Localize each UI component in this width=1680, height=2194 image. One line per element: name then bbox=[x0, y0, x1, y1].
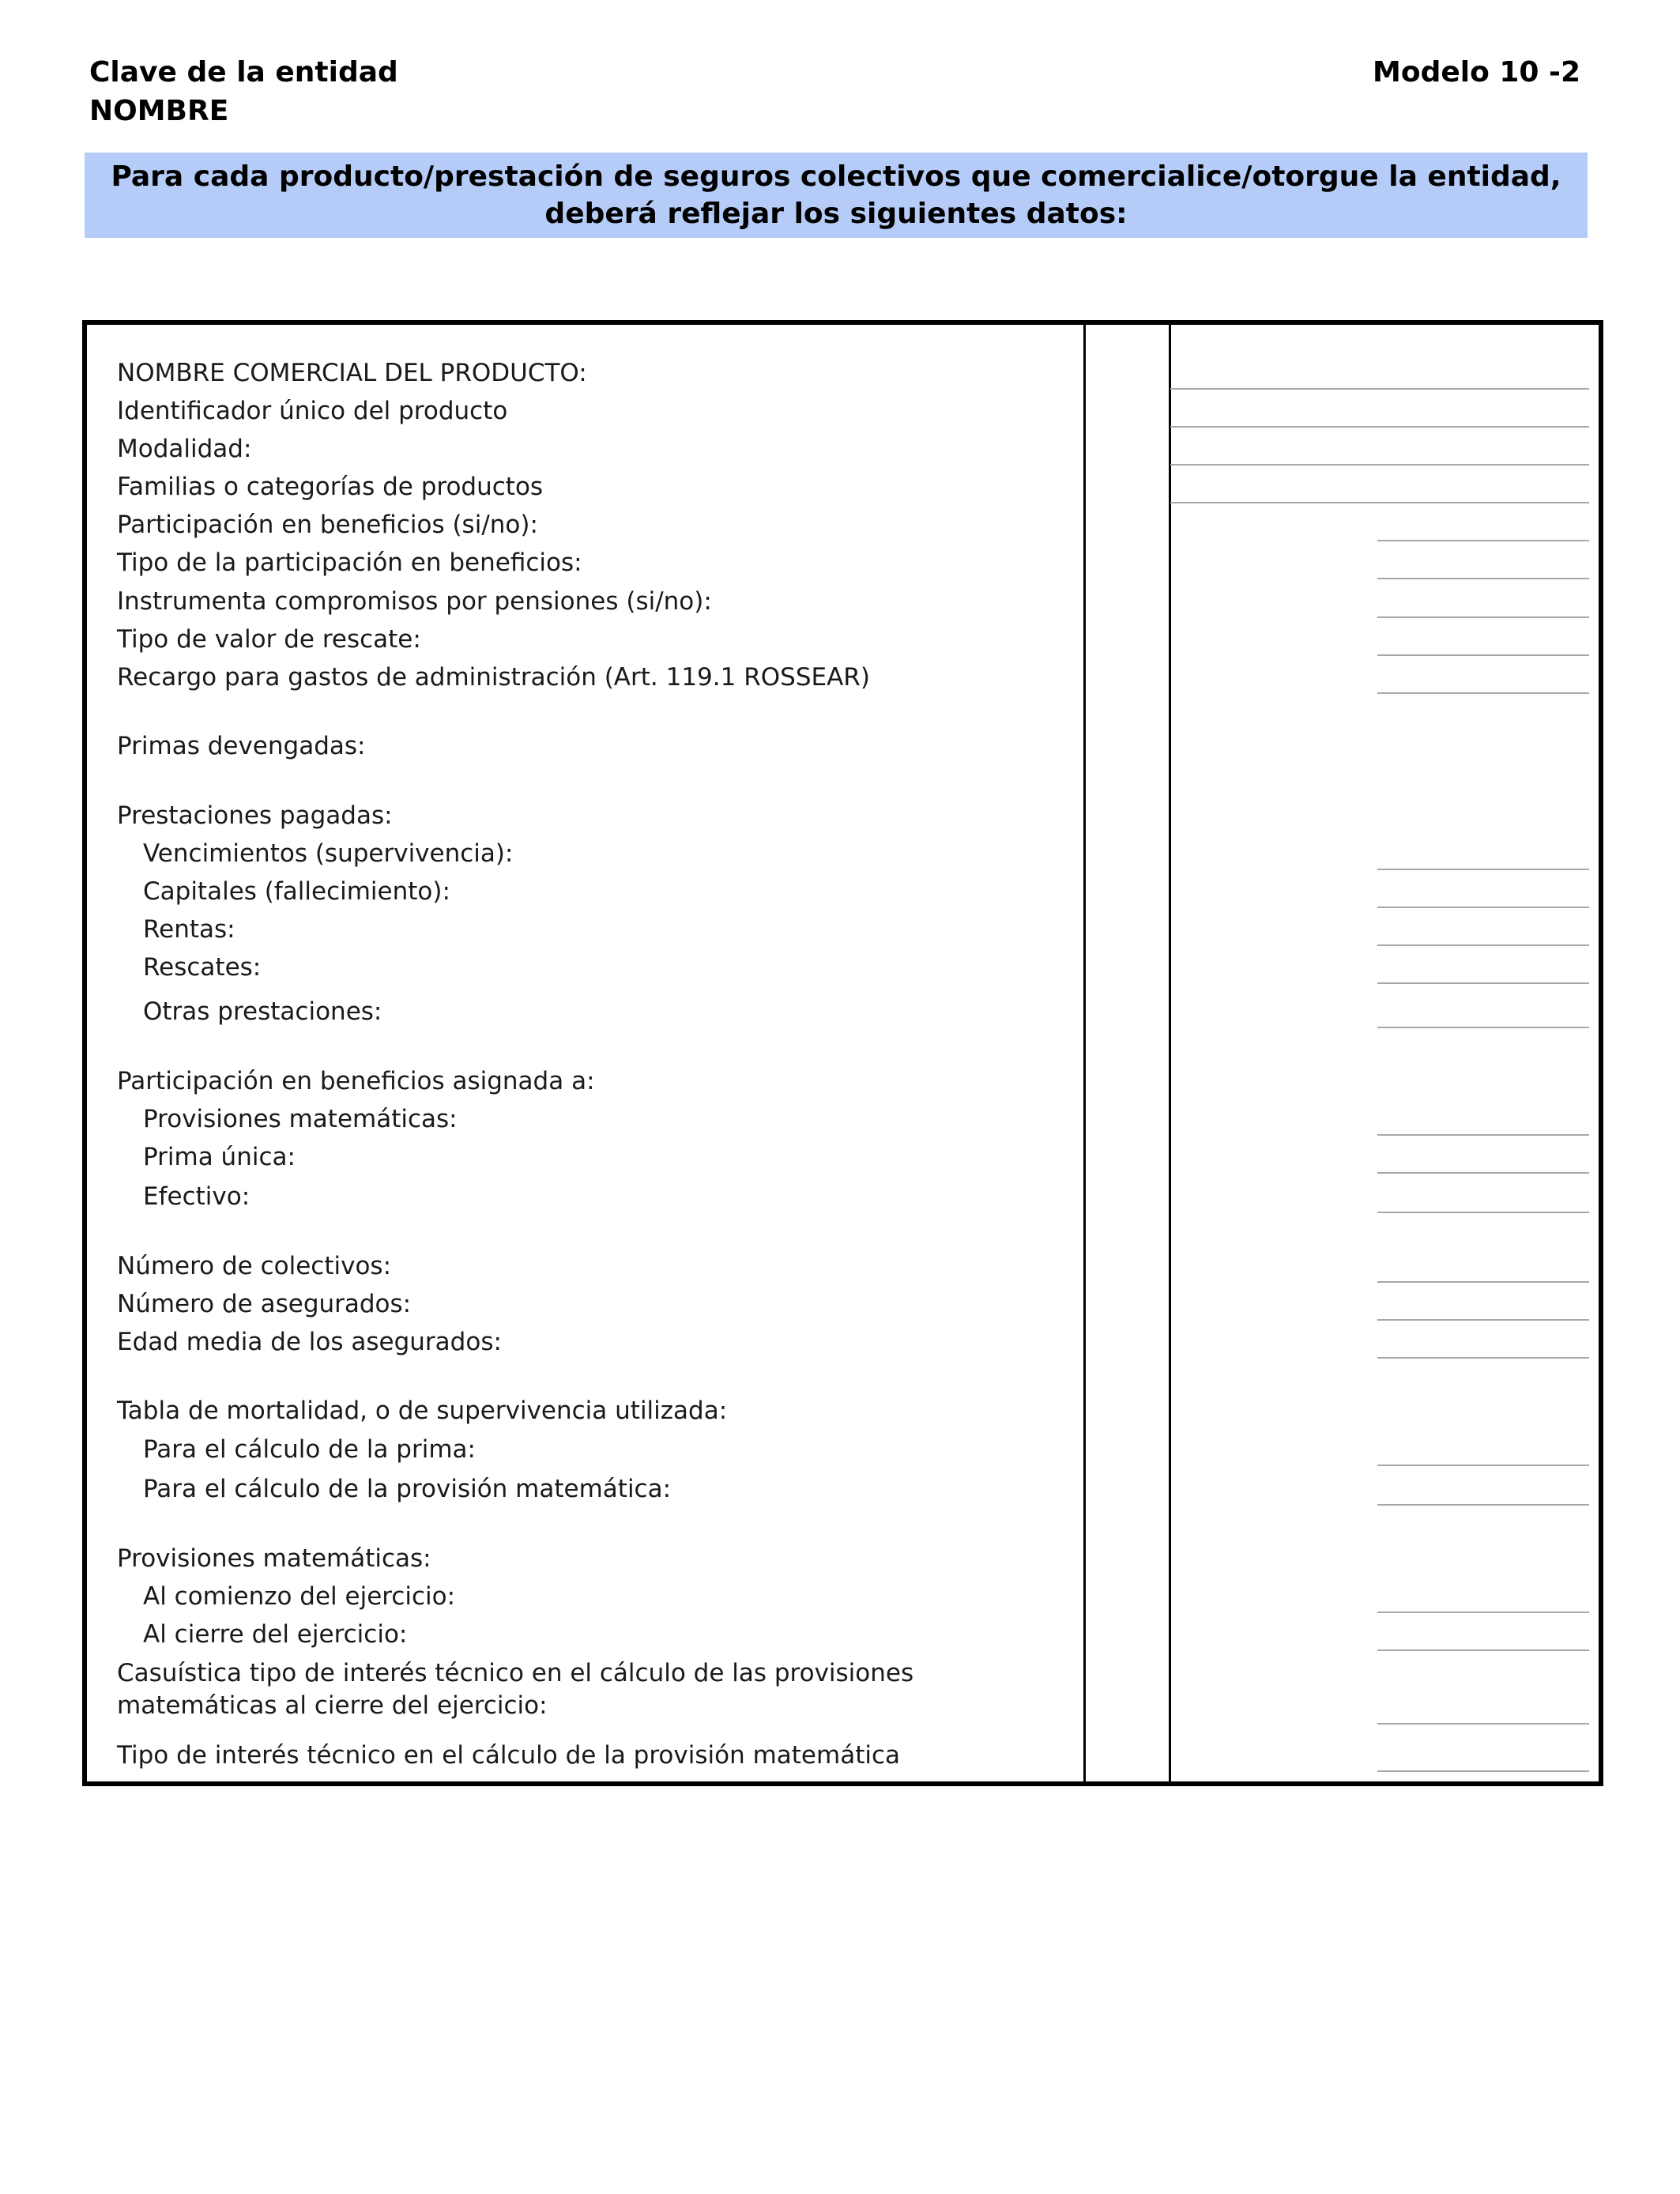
field-earned-premiums: Primas devengadas: bbox=[117, 732, 366, 760]
section-profit-sharing-allocated: Participación en beneficios asignada a: bbox=[117, 1067, 595, 1095]
field-number-of-insured: Número de asegurados: bbox=[117, 1290, 412, 1318]
answer-line[interactable] bbox=[1377, 1172, 1589, 1174]
answer-line[interactable] bbox=[1377, 616, 1589, 618]
field-unique-identifier: Identificador único del producto bbox=[117, 397, 508, 425]
answer-line[interactable] bbox=[1377, 1319, 1589, 1321]
entity-code-label: Clave de la entidad bbox=[89, 56, 398, 89]
answer-line[interactable] bbox=[1170, 388, 1589, 390]
field-profit-sharing-type: Tipo de la participación en beneficios: bbox=[117, 548, 582, 577]
answer-line[interactable] bbox=[1377, 1612, 1589, 1613]
answer-line[interactable] bbox=[1377, 1134, 1589, 1136]
section-mortality-table: Tabla de mortalidad, o de supervivencia utilizada: bbox=[117, 1397, 728, 1425]
field-end-of-year: Al cierre del ejercicio: bbox=[143, 1620, 408, 1649]
field-table-for-provision: Para el cálculo de la provisión matemática: bbox=[143, 1475, 672, 1503]
field-cash: Efectivo: bbox=[143, 1182, 250, 1211]
field-average-age: Edad media de los asegurados: bbox=[117, 1328, 502, 1356]
answer-line[interactable] bbox=[1377, 907, 1589, 908]
field-other-benefits: Otras prestaciones: bbox=[143, 997, 382, 1026]
answer-line[interactable] bbox=[1377, 654, 1589, 656]
instructions-line-2: deberá reflejar los siguientes datos: bbox=[544, 198, 1128, 230]
answer-line[interactable] bbox=[1377, 1723, 1589, 1725]
section-benefits-paid: Prestaciones pagadas: bbox=[117, 801, 393, 830]
field-profit-sharing: Participación en beneficios (si/no): bbox=[117, 511, 538, 539]
field-mathematical-provisions: Provisiones matemáticas: bbox=[143, 1105, 458, 1133]
model-label: Modelo 10 -2 bbox=[1373, 56, 1580, 89]
field-commercial-name: NOMBRE COMERCIAL DEL PRODUCTO: bbox=[117, 359, 587, 387]
field-interest-casuistry-line-1: Casuística tipo de interés técnico en el cálculo de las provisiones bbox=[117, 1659, 914, 1687]
field-admin-expense-loading: Recargo para gastos de administración (Art. 119.1 ROSSEAR) bbox=[117, 663, 870, 692]
section-mathematical-provisions: Provisiones matemáticas: bbox=[117, 1544, 431, 1573]
field-product-families: Familias o categorías de productos bbox=[117, 473, 544, 501]
answer-line[interactable] bbox=[1377, 869, 1589, 870]
answer-line[interactable] bbox=[1170, 426, 1589, 428]
field-start-of-year: Al comienzo del ejercicio: bbox=[143, 1582, 456, 1611]
answer-line[interactable] bbox=[1377, 982, 1589, 984]
answer-line[interactable] bbox=[1377, 578, 1589, 579]
column-divider-1 bbox=[1083, 325, 1086, 1781]
answer-line[interactable] bbox=[1377, 1770, 1589, 1772]
answer-line[interactable] bbox=[1377, 1281, 1589, 1283]
entity-name-label: NOMBRE bbox=[89, 95, 229, 127]
field-interest-casuistry-line-2: matemáticas al cierre del ejercicio: bbox=[117, 1691, 548, 1720]
product-data-form bbox=[82, 320, 1603, 1786]
answer-line[interactable] bbox=[1377, 944, 1589, 946]
field-table-for-premium: Para el cálculo de la prima: bbox=[143, 1435, 476, 1464]
answer-line[interactable] bbox=[1377, 1649, 1589, 1651]
answer-line[interactable] bbox=[1377, 1504, 1589, 1506]
answer-line[interactable] bbox=[1170, 464, 1589, 466]
column-divider-2 bbox=[1169, 325, 1171, 1781]
field-surrenders: Rescates: bbox=[143, 953, 262, 982]
instructions-line-1: Para cada producto/prestación de seguros colectivos que comercialice/otorgue la entidad, bbox=[111, 160, 1561, 193]
field-maturities: Vencimientos (supervivencia): bbox=[143, 839, 514, 868]
answer-line[interactable] bbox=[1170, 502, 1589, 503]
answer-line[interactable] bbox=[1377, 540, 1589, 541]
field-modality: Modalidad: bbox=[117, 435, 252, 463]
field-pension-commitments: Instrumenta compromisos por pensiones (si/no): bbox=[117, 587, 712, 616]
field-surrender-value-type: Tipo de valor de rescate: bbox=[117, 625, 421, 654]
field-technical-interest-rate: Tipo de interés técnico en el cálculo de la provisión matemática bbox=[117, 1741, 901, 1770]
answer-line[interactable] bbox=[1377, 692, 1589, 694]
instructions-banner bbox=[85, 153, 1588, 238]
field-single-premium: Prima única: bbox=[143, 1143, 296, 1171]
answer-line[interactable] bbox=[1377, 1357, 1589, 1359]
answer-line[interactable] bbox=[1377, 1465, 1589, 1466]
field-death-capitals: Capitales (fallecimiento): bbox=[143, 877, 450, 906]
answer-line[interactable] bbox=[1377, 1027, 1589, 1028]
field-annuities: Rentas: bbox=[143, 915, 235, 944]
answer-line[interactable] bbox=[1377, 1212, 1589, 1213]
field-number-of-groups: Número de colectivos: bbox=[117, 1252, 392, 1280]
